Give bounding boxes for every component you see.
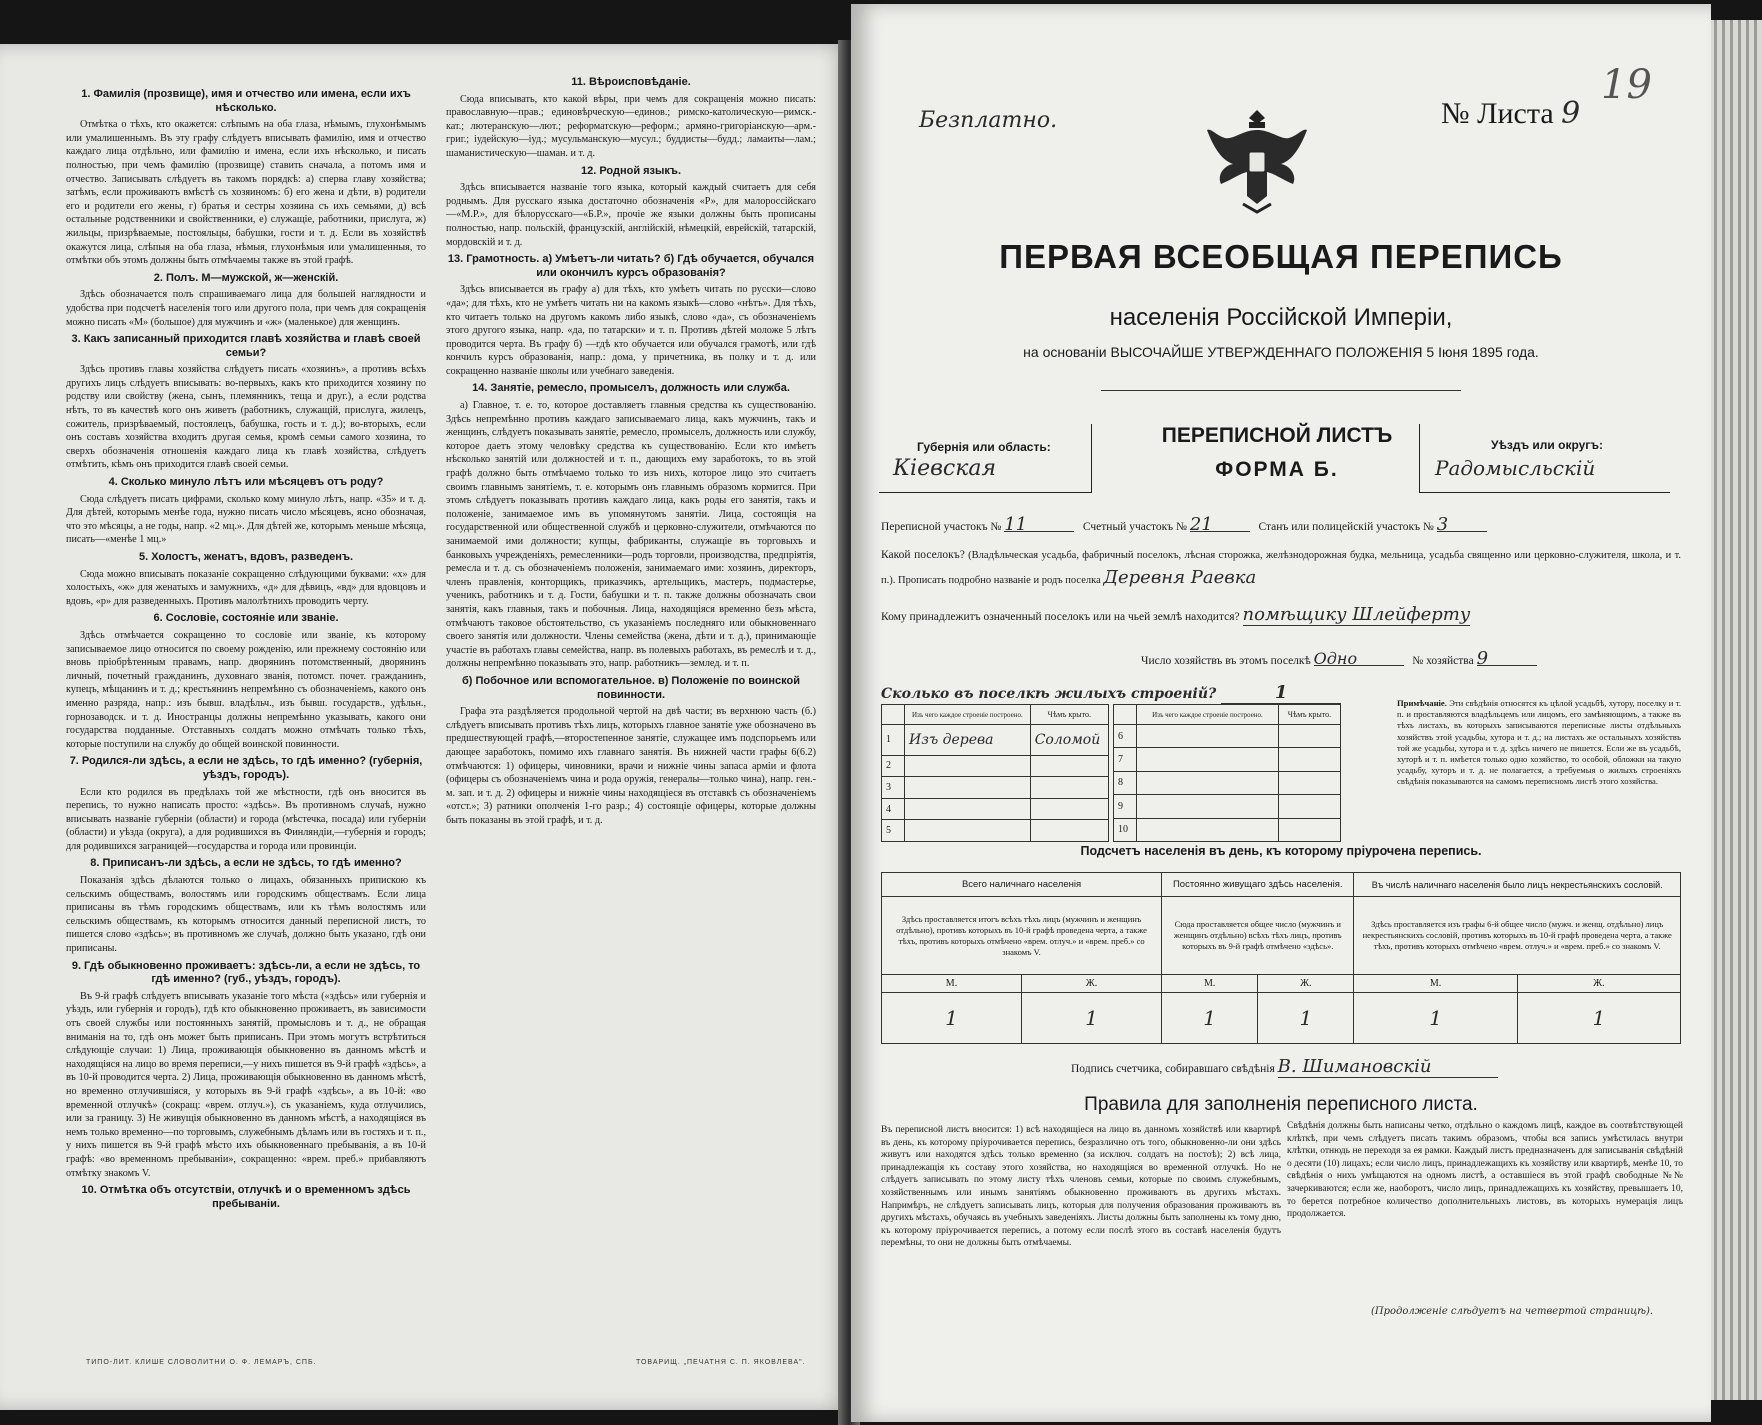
build-roof-1: Соломой	[1030, 725, 1108, 756]
build-col-roof: Чѣмъ крыто.	[1030, 705, 1108, 725]
section-text: Здѣсь вписывается названіе того языка, который каждый считаетъ для себя роднымъ. Для русскаго языка достаточно обозначенія «Р», для малороссійскаго—«М.Р.», для бѣлорусскаго—«Б.Р.», прочіе же языки должны быть прописаны полностью, напр. польскій, французскій, англійскій, нѣмецкій, еврейскій, татарскій, мордовскій и т. д.	[446, 182, 816, 248]
row-num: 2	[882, 755, 905, 777]
section-heading: 4. Сколько минуло лѣтъ или мѣсяцевъ отъ роду?	[108, 476, 384, 489]
count-permanent-f: 1	[1258, 993, 1354, 1044]
uchastok-value: 11	[1004, 518, 1074, 532]
section-heading: 2. Полъ. М—мужской, ж—женскій.	[153, 271, 339, 284]
female-header: Ж.	[1258, 975, 1354, 993]
section-text: Сюда слѣдуетъ писать цифрами, сколько кому минуло лѣтъ, напр. «35» и т. д. Для дѣтей, которымъ менѣе года, нужно писать число мѣсяцевъ, ясно обозначая, что это мѣсяцы, а не годы, напр. «2 мц.». Для дѣтей же, которымъ меньше мѣсяца, писать—«менѣе 1 мц.»	[66, 493, 426, 546]
printer-footer-left: ТИПО-ЛИТ. КЛИШЕ СЛОВОЛИТНИ О. Ф. ЛЕМАРЪ, СПБ.	[86, 1359, 317, 1366]
section-heading: 13. Грамотность. а) Умѣетъ-ли читать? б) Гдѣ обучается, обучался или окончилъ курсъ образованія?	[447, 253, 815, 279]
buildings-note	[1397, 698, 1681, 788]
row-num: 3	[882, 777, 905, 799]
schet-value: 21	[1190, 518, 1250, 532]
section-heading: 8. Приписанъ-ли здѣсь, а если не здѣсь, то гдѣ именно?	[90, 857, 402, 870]
section-text: Отмѣтка о тѣхъ, кто окажется: слѣпымъ на оба глаза, нѣмымъ, глухонѣмымъ или умалишеннымъ. Въ эту графу слѣдуетъ вписывать фамилію, имя и отчество каждаго лица отдѣльно, или фамилію и имена, если ихъ нѣсколько, и писать полностью, при чемъ фамилію (прозвище) ставить сначала, а потомъ имя и отчество. Записывать слѣдуетъ въ такомъ порядкѣ: а) сперва главу хозяйства; затѣмъ, если проживаютъ вмѣстѣ съ хозяиномъ: б) его жена и дѣти, в) родители его и родители его жены, г) братья и сестры хозяина съ ихъ семьями, д) всѣ остальные родственники и свойственники, е) служащіе, работники, прислуга, ж) жильцы, призрѣваемые, постояльцы, бабушки, гости и т. д. Если въ хозяйствѣ окажутся лица, слѣпыя на оба глаза, нѣмыя, глухонѣмыя или умалишенныя, то отмѣтки объ этомъ должны быть отмѣчаемы также въ этой графѣ.	[66, 119, 426, 267]
buildings-label: Сколько въ поселкѣ жилыхъ строеній?	[881, 686, 1217, 702]
row-num: 4	[882, 798, 905, 820]
uchastok-label: Переписной участокъ №	[881, 521, 1002, 533]
section-text: Здѣсь противъ главы хозяйства слѣдуетъ писать «хозяинъ», а противъ всѣхъ другихъ лицъ слѣдуетъ вписывать: во-первыхъ, какъ кто приходится хозяину по родству или свойству (жена, сынъ, племянникъ, теща и друг.), а если родства нѣтъ, то въ качествѣ кого онъ живетъ (работникъ, служащій, прислуга, жилецъ, сожитель, призрѣваемый, постоялецъ, бабушка, гость и т. д.); во-вторыхъ, если онъ составъ хозяйства входитъ другая семья, кромѣ семьи самого хозяина, то сверхъ обозначенія отношенія каждаго лица къ главѣ хозяйства, слѣдуетъ отмѣтить, кѣмъ онъ приходится главѣ своей семьи.	[66, 364, 426, 471]
owner-label: Кому принадлежитъ означенный поселокъ или на чьей землѣ находится?	[881, 611, 1240, 623]
section-text: Сюда вписывать, кто какой вѣры, при чемъ для сокращенія можно писать: православную—прав.; единовѣрческую—единов.; римско-католическую—римск.-кат.; лютеранскую—лют.; реформатскую—реформ.; армяно-григоріанскую—арм.-григ.; іудейскую—іуд.; мусульманскую—мусул.; буддисты—будд.; ламаиты—лам.; шаманистическую—шаман. и т. д.	[446, 93, 816, 159]
schet-label: Счетный участокъ №	[1082, 521, 1187, 533]
owner-value: помѣщику Шлейферту	[1242, 604, 1471, 625]
poselok-line	[881, 544, 1681, 592]
imperial-eagle-emblem	[1203, 100, 1311, 216]
sheet-no-text: № Листа	[1441, 97, 1554, 130]
build-col-roof: Чѣмъ крыто.	[1278, 705, 1340, 725]
population-count-table	[881, 872, 1681, 1044]
row-num: 5	[882, 820, 905, 842]
section-text: Графа эта раздѣляется продольной чертой на двѣ части; въ верхнюю часть (б.) слѣдуетъ вписывать противъ тѣхъ лицъ, которыхъ главное занятіе уже обозначено въ предшествующей графѣ,—второстепенное занятіе, служащее имъ подспорьемъ или дающее заработокъ, помимо ихъ главнаго занятія. Въ нижней части графы 6(6.2) отмѣчаются: 1) офицеры, чиновники, врачи и нижніе чины запаса арміи и флота (офицеры съ обозначеніемъ чина и рода оружія, генералы—только чина), напр. ген.-м. зап. и т. д. 2) офицеры и нижніе чины находящіеся въ отставкѣ съ обозначеніемъ «отст.»; 3) ратники ополченія 1-го разр.; 4) состоящіе офицеры, которые должны быть показаны въ этой графѣ, и т. д.	[446, 706, 816, 826]
count-desc-non-peasant: Здѣсь проставляется изъ графы 6-й общее число (мужч. и женщ. отдѣльно) лицъ некрестьянскихъ сословій, противъ которыхъ въ 10-й графѣ проведена черта, а также тѣхъ, противъ которыхъ отмѣчено «врем. отлуч.» и «врем. преб.» со знакомъ V.	[1354, 897, 1681, 975]
households-count-value: Одно	[1314, 652, 1404, 666]
poselok-hint: (Владѣльческая усадьба, фабричный поселокъ, лѣсная сторожка, желѣзнодорожная будка, мельница, усадьба священно или церковно-служителя, школа, и т. п.). Прописать подробно названіе и родъ поселка	[881, 550, 1682, 586]
build-material-1: Изъ дерева	[905, 725, 1031, 756]
section-text: а) Главное, т. е. то, которое доставляетъ главныя средства къ существованію. Здѣсь непремѣнно противъ каждаго записываемаго лица, какъ мужчинъ, такъ и женщинъ, слѣдуетъ показывать занятіе, ремесло, промыселъ, должность или службу, которое даетъ этому человѣку средства къ существованію. Если кто имѣетъ нѣсколько занятій или должностей и т. п., дающихъ ему заработокъ, то въ этой графѣ должно быть отмѣчаемо только то изъ нихъ, которое лицо это считаетъ своимъ главнымъ занятіемъ, т. е. которымъ онъ главнымъ образомъ кормится. При этомъ слѣдуетъ показывать противъ каждаго лица, какъ роды его занятія, такъ и положеніе, занимаемое имъ въ упомянутомъ занятіи. Лица, состоящія на государственной или общественной службѣ и церковно-служители, отмѣчаются по занимаемой ими должности; купцы, фабриканты, служащіе въ торговыхъ и банковыхъ учрежденіяхъ, ремесленники—родъ торговли, производства, предпріятія, ремесла и т. д. съ обозначеніемъ положенія, занимаемаго ими: хозяинъ, директоръ, членъ правленія, конторщикъ, приказчикъ, артельщикъ, мастеръ, подмастерье, ученикъ, работникъ и т. д. Гости, бабушки и т. п. также должны обозначать свои занятія, какъ главныя, такъ и побочныя. Лица, находящіяся временно безъ мѣста, отмѣчаютъ таковое обстоятельство, съ указаніемъ последняго или обыкновеннаго своего занятія или должности. Члены семейства (жена, дѣти и т. д.), принимающіе участіе въ работахъ главы семейства, напр. въ полевыхъ работахъ, въ ремеслѣ и т. д., должны непремѣнно показывать это, напр. работникъ—землед. и т. п.	[446, 400, 816, 670]
section-heading: 5. Холостъ, женатъ, вдовъ, разведенъ.	[138, 551, 354, 563]
male-header: М.	[1354, 975, 1517, 993]
buildings-table-right	[1113, 704, 1341, 842]
count-col-present: Всего наличнаго населенія	[882, 873, 1162, 897]
section-heading: 9. Гдѣ обыкновенно проживаетъ: здѣсь-ли, а если не здѣсь, то гдѣ именно? (губ., уѣздъ, городъ).	[71, 959, 421, 986]
count-col-non-peasant: Въ числѣ наличнаго населенія было лицъ некрестьянскихъ сословій.	[1354, 873, 1681, 897]
note-title: Примѣчаніе.	[1397, 698, 1447, 708]
poselok-value: Деревня Раевка	[1103, 567, 1257, 588]
buildings-line	[881, 682, 1341, 704]
section-heading: б) Побочное или вспомогательное. в) Положеніе по воинской повинности.	[462, 674, 800, 701]
uchastok-line	[881, 514, 1681, 535]
rules-continuation: (Продолженіе слѣдуетъ на четвертой страницѣ).	[1371, 1306, 1654, 1317]
build-col-material: Изъ чего каждое строеніе построено.	[905, 705, 1031, 725]
sheet-no-value: 9	[1561, 96, 1581, 131]
buildings-table-left	[881, 704, 1109, 842]
note-text: Эти свѣдѣнія относятся къ цѣлой усадьбѣ, хутору, поселку и т. п. и проставляются владѣльцемъ или лицомъ, его замѣняющимъ, а также въ тѣхъ листахъ, въ которыхъ записываются переписные листы отдѣльныхъ хозяйствъ этой усадьбы, хутора и т. д.; на листахъ же остальныхъ хозяйствъ той же усадьбы, хутора и т. д. здѣсь ничего не пишется. Если же въ усадьбѣ, хуторѣ и т. п. имѣется только одно хозяйство, то особой, обложки на такую усадьбу, хуторъ и т. д. не полагается, а требуемыя о жилыхъ строеніяхъ свѣдѣнія показываются на самомъ переписномъ листѣ этого хозяйства.	[1397, 698, 1681, 787]
section-heading: 7. Родился-ли здѣсь, а если не здѣсь, то гдѣ именно? (губернія, уѣздъ, городъ).	[69, 755, 423, 781]
row-num: 9	[1114, 795, 1137, 818]
uezd-value: Радомысльскій	[1435, 456, 1596, 480]
section-heading: 1. Фамилія (прозвище), имя и отчество или имена, если ихъ нѣсколько.	[81, 88, 411, 114]
left-page-instructions	[0, 44, 850, 1410]
owner-line	[881, 604, 1681, 625]
row-num: 1	[882, 725, 905, 756]
gubernia-value: Кіевская	[893, 456, 997, 481]
uezd-label: Уѣздъ или округъ:	[1491, 438, 1604, 452]
count-title: Подсчетъ населенія въ день, къ которому пріурочена перепись.	[1080, 844, 1482, 858]
printer-footer-right: ТОВАРИЩ. „ПЕЧАТНЯ С. П. ЯКОВЛЕВА".	[636, 1359, 806, 1366]
count-desc-present: Здѣсь проставляется итогъ всѣхъ тѣхъ лицъ (мужчинъ и женщинъ отдѣльно), противъ которыхъ въ 10-й графѣ проведена черта, а также тѣхъ, противъ которыхъ отмѣчено «врем. отлуч.» и «врем. преб.» со знакомъ V.	[882, 897, 1162, 975]
section-heading: 6. Сословіе, состояніе или званіе.	[153, 612, 339, 625]
census-legal-basis: на основаніи ВЫСОЧАЙШЕ УТВЕРЖДЕННАГО ПОЛОЖЕНІЯ 5 Іюня 1895 года.	[1023, 344, 1539, 360]
signer-line	[1071, 1056, 1498, 1078]
count-present-m: 1	[882, 993, 1022, 1044]
poselok-label: Какой поселокъ?	[881, 549, 965, 561]
instructions-column-1	[66, 84, 426, 1214]
page-mark: 19	[1601, 62, 1652, 108]
section-heading: 11. Вѣроисповѣданіе.	[571, 76, 691, 88]
section-text: Здѣсь обозначается полъ спрашиваемаго лица для большей наглядности и удобства при подсчетѣ населенія того или другого пола, при чемъ для сокращенія можно писать «М» (большое) для мужчинъ и «ж» (маленькое) для женщинъ.	[66, 289, 426, 328]
household-no-value: 9	[1477, 652, 1537, 666]
buildings-value: 1	[1221, 682, 1341, 704]
section-text: Сюда можно вписывать показаніе сокращенно слѣдующими буквами: «х» для холостыхъ, «ж» для женатыхъ и замужнихъ, «д» для дѣвицъ, «вд» для вдовцовъ и вдовъ, «р» для разведенныхъ. Противъ малолѣтнихъ проводить черту.	[66, 568, 426, 607]
section-text: Здѣсь отмѣчается сокращенно то сословіе или званіе, къ которому записываемое лицо относится по своему рожденію, или прежнему состоянію или вновь пріобрѣтенным правамъ, напр. дворянинъ потомственный, дворянинъ личный, почетный гражданинъ, духовнаго званія, потомст. почет. гражданинъ, купецъ, мѣщанинъ и т. д.; крестьянинъ непремѣнно съ обозначеніемъ, какого онъ именно разряда, напр.: изъ бывш. владѣльч., изъ бывш. государств., удѣльн., горнозаводск. и т. д. Иностранцы должны непремѣнно указывать, какого они государства подданные. Отставныхъ солдатъ можно отмѣчать только тѣхъ, которые поступили на службу до общей воинской повинности.	[66, 629, 426, 750]
sheet-number-label	[1441, 96, 1580, 131]
paper-stack-edge	[1706, 20, 1762, 1400]
row-num: 7	[1114, 748, 1137, 771]
rules-right-column: Свѣдѣнія должны быть написаны четко, отдѣльно о каждомъ лицѣ, каждое въ соотвѣтствующей клѣткѣ, при чемъ слѣдуетъ писать такимъ образомъ, чтобы вся запись умѣстилась внутри клѣтки, отнюдь не переходя за ея рамки. Каждый листъ предназначенъ для записыванія свѣдѣній о десяти (10) лицахъ; если число лицъ, принадлежащихъ къ хозяйству или квартирѣ, менѣе 10, то свѣдѣнія о нихъ умѣщаются на одномъ листѣ, а оставшіеся въ этой графѣ свободные №№ зачеркиваются; если же, наоборотъ, число лицъ, принадлежащихъ къ хозяйству, превышаетъ 10, то берется потребное количество дополнительныхъ листовъ, въ которыхъ нумерація лицъ продолжается.	[1287, 1121, 1683, 1220]
male-header: М.	[882, 975, 1022, 993]
section-text: Если кто родился въ предѣлахъ той же мѣстности, гдѣ онъ вносится въ перепись, то нужно написать просто: «здѣсь». Въ противномъ случаѣ, нужно вписывать названіе губерніи (области) и города (мѣстечка, посада) или губерніи (области) и уѣзда (округа), а для родившихся въ Финляндіи,—губернія и городъ; для родившихся заграницей—государства и города или провинціи.	[66, 786, 426, 852]
section-text: Показанія здѣсь дѣлаются только о лицахъ, обязанныхъ припискою къ сельскимъ обществамъ, волостямъ или городскимъ обществамъ. Если лица приписаны въ тѣмъ городскимъ обществамъ, или къ тѣмъ волостямъ или сельскимъ обществамъ, къ которымъ относится данный переписной листъ, то пишется слово «здѣсь»; въ противномъ же случаѣ, должно быть указано, гдѣ они приписаны.	[66, 875, 426, 955]
row-num: 10	[1114, 818, 1137, 841]
gubernia-label: Губернія или область:	[917, 440, 1051, 454]
stan-value: 3	[1437, 518, 1487, 532]
male-header: М.	[1162, 975, 1258, 993]
household-no-label: № хозяйства	[1412, 655, 1474, 667]
form-title: ПЕРЕПИСНОЙ ЛИСТЪ	[1161, 424, 1393, 447]
rules-left-column: Въ переписной листъ вносится: 1) всѣ находящіеся на лицо въ данномъ хозяйствѣ или квартирѣ въ день, къ которому пріурочивается перепись, безразлично отъ того, обыкновенно-ли они здѣсь живутъ или находятся здѣсь только временно (за исключ. солдатъ на постоѣ); 2) всѣ лица, принадлежащія къ составу этого хозяйства, но находящіяся во временной отлучкѣ. Но не слѣдуетъ записывать по этому листу тѣхъ членовъ семьи, которые по своимъ служебнымъ, хозяйственнымъ или инымъ занятіямъ обыкновенно проживаютъ въ другихъ мѣстахъ. Напримѣръ, не слѣдуетъ записывать лицъ, которыя для получения образования проживаютъ въ другихъ мѣстахъ, обучаясь въ учебныхъ заведеніяхъ. Листы должны быть заполнены къ тому дню, къ которому пріурочивается перепись, а потому если послѣ этого въ составѣ населенія будутъ перемѣны, то они не должны быть отмѣчаемы.	[881, 1125, 1281, 1249]
instructions-column-2	[446, 72, 816, 829]
households-line	[1141, 648, 1681, 669]
section-heading: 10. Отмѣтка объ отсутствіи, отлучкѣ и о временномъ здѣсь пребываніи.	[81, 1184, 411, 1210]
right-page-census-sheet	[851, 4, 1711, 1422]
census-subtitle: населенія Россійской Имперіи,	[1109, 304, 1453, 331]
count-nonpeasant-m: 1	[1354, 993, 1517, 1044]
form-subtitle: ФОРМА Б.	[1215, 458, 1339, 481]
female-header: Ж.	[1517, 975, 1680, 993]
count-present-f: 1	[1022, 993, 1162, 1044]
count-permanent-m: 1	[1162, 993, 1258, 1044]
title-divider	[1101, 390, 1461, 391]
section-heading: 3. Какъ записанный приходится главѣ хозяйства и главѣ своей семьи?	[71, 333, 421, 359]
section-text: Здѣсь вписывается въ графу а) для тѣхъ, кто умѣетъ читать по русски—слово «да»; для тѣхъ, кто не умѣетъ читать ни на какомъ языкѣ—слово «нѣтъ». Для тѣхъ, кто читаетъ только на другомъ какомъ либо языкѣ, слово «да», съ обозначеніемъ этого другого языка, напр. «да, по татарски» и т. п. Противъ дѣтей моложе 5 лѣтъ проводится черта. Въ графу б) —гдѣ кто обучается или обучался грамотѣ, или гдѣ кончилъ курсъ образованія, напр.: дома, у причетника, въ полку и т. д. или сокращенно названіе школы или учебнаго заведенія.	[446, 284, 816, 377]
count-col-permanent: Постоянно живущаго здѣсь населенія.	[1162, 873, 1354, 897]
build-col-material: Изъ чего каждое строеніе построено.	[1137, 705, 1279, 725]
female-header: Ж.	[1022, 975, 1162, 993]
free-label: Безплатно.	[919, 108, 1058, 133]
signer-label: Подпись счетчика, собиравшаго свѣдѣнія	[1071, 1063, 1275, 1075]
count-desc-permanent: Сюда проставляется общее число (мужчинъ и женщинъ отдѣльно) всѣхъ тѣхъ лицъ, противъ которыхъ въ 9-й графѣ отмѣчено «здѣсь».	[1162, 897, 1354, 975]
row-num: 6	[1114, 725, 1137, 748]
section-heading: 12. Родной языкъ.	[580, 164, 681, 177]
households-count-label: Число хозяйствъ въ этомъ поселкѣ	[1141, 655, 1311, 667]
rules-title: Правила для заполненія переписного листа.	[1084, 1094, 1478, 1115]
section-text: Въ 9-й графѣ слѣдуетъ вписывать указаніе того мѣста («здѣсь» или губернія и уѣздъ, или губернія и городъ), гдѣ кто обыкновенно проживаетъ, въ зависимости отъ своей службы или постоянныхъ занятій, промысловъ и т. д., не обращая вниманія на то, гдѣ онъ может быть приписанъ. При этомъ могутъ встрѣтиться слѣдующіе случаи: 1) Лица, проживающія обыкновенно въ данномъ мѣстѣ и находящіяся на лицо во время переписи,—у нихъ пишется въ 9-й графѣ «здѣсь», а въ 10-й проводится черта. 2) Лица, проживающія обыкновенно въ данномъ мѣстѣ, но временно отлучившіяся, у которыхъ въ 9-й графѣ «здѣсь», а въ 10-й: «во временной отлучкѣ» (сокращ: «врем. отлуч.»), съ указаніемъ, куда отлучились, или за границу. 3) Не живущія обыкновенно въ данномъ мѣстѣ, а находящіяся въ немъ только временно—по торговымъ, служебнымъ дѣламъ или въ гостяхъ и т. п., у нихъ пишется въ 9-й графѣ мѣсто ихъ обыкновеннаго пребыванія, а въ 10-й графѣ: «во временномъ пребываніи», сокращенно: «врем. преб.» прибавляютъ отмѣтку знакомъ V.	[66, 990, 426, 1179]
census-title: ПЕРВАЯ ВСЕОБЩАЯ ПЕРЕПИСЬ	[999, 238, 1563, 275]
row-num: 8	[1114, 771, 1137, 794]
count-nonpeasant-f: 1	[1517, 993, 1680, 1044]
signer-signature: В. Шимановскій	[1278, 1056, 1498, 1078]
stan-label: Станъ или полицейскій участокъ №	[1258, 521, 1434, 533]
section-heading: 14. Занятіе, ремесло, промыселъ, должность или служба.	[472, 382, 790, 395]
